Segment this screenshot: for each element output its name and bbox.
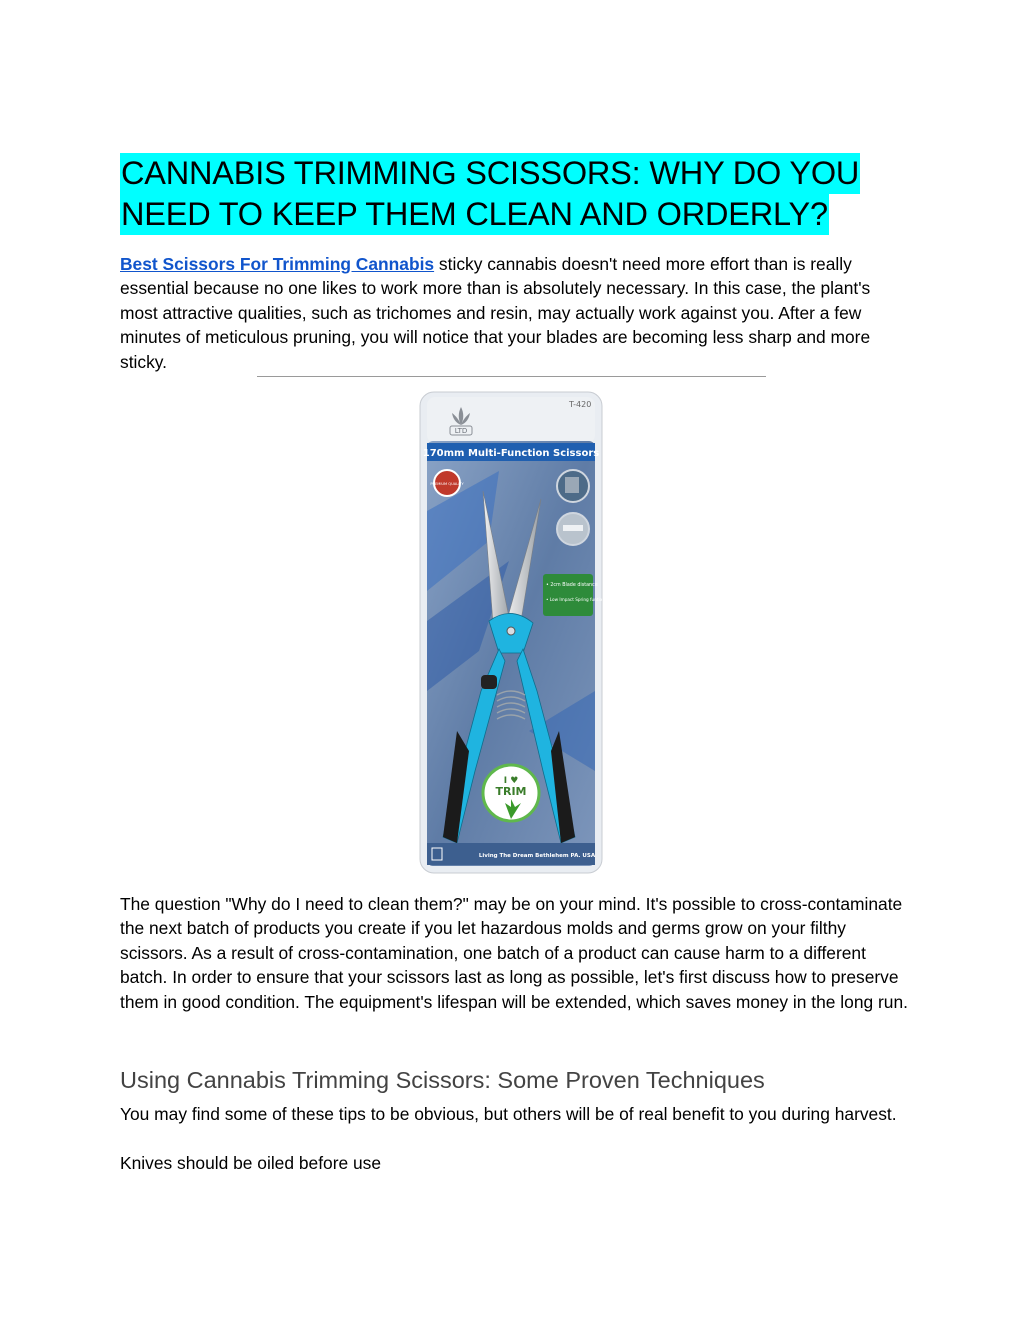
- model-number: T-420: [569, 400, 592, 409]
- paragraph-3: You may find some of these tips to be obvious, but others will be of real benefit to you during harvest.: [120, 1104, 897, 1124]
- trim-logo-line2: TRIM: [495, 785, 527, 798]
- premium-badge-text: PREMIUM QUALITY: [430, 482, 464, 486]
- intro-paragraph: [120, 252, 910, 374]
- feature-1: • 2cm Blade distance: [546, 583, 598, 588]
- feature-2: • Low Impact Spring funtion: [546, 597, 603, 602]
- horizontal-rule: [257, 376, 766, 377]
- paragraph-4: Knives should be oiled before use: [120, 1153, 382, 1173]
- paragraph-2: The question "Why do I need to clean them?" may be on your mind. It's possible to cross-contaminate the next batch of products you create if you let hazardous molds and germs grow on your filthy scissors. As a result of cross-contamination, one batch of a product can cause harm to a different batch. In order to ensure that your scissors last as long as possible, let's first discuss how to preserve them in good condition. The equipment's lifespan will be extended, which saves money in the long run.: [120, 894, 908, 1012]
- product-image-scissors: [419, 391, 603, 874]
- feature-box: [543, 574, 593, 616]
- best-scissors-link[interactable]: Best Scissors For Trimming Cannabis: [120, 254, 435, 274]
- trim-logo-line1: I ♥: [503, 776, 519, 786]
- title-highlight: CANNABIS TRIMMING SCISSORS: WHY DO YOU NEED TO KEEP THEM CLEAN AND ORDERLY?: [120, 153, 860, 235]
- banner-text: 170mm Multi-Function Scissors: [422, 448, 600, 459]
- article-title: [120, 153, 910, 235]
- footer-text: Living The Dream Bethlehem PA. USA: [478, 853, 596, 859]
- intro-text: sticky cannabis doesn't need more effort than is really essential because no one likes to work more than is absolutely necessary. In this case, the plant's most attractive qualities, such as trichomes and resin, may actually work against you. After a few minutes of meticulous pruning, you will notice that your blades are becoming less sharp and more sticky.: [120, 254, 871, 372]
- lock-knob: [481, 675, 497, 689]
- brand-logo-text: LTD: [454, 427, 468, 435]
- section-heading: Using Cannabis Trimming Scissors: Some Proven Techniques: [120, 1067, 765, 1093]
